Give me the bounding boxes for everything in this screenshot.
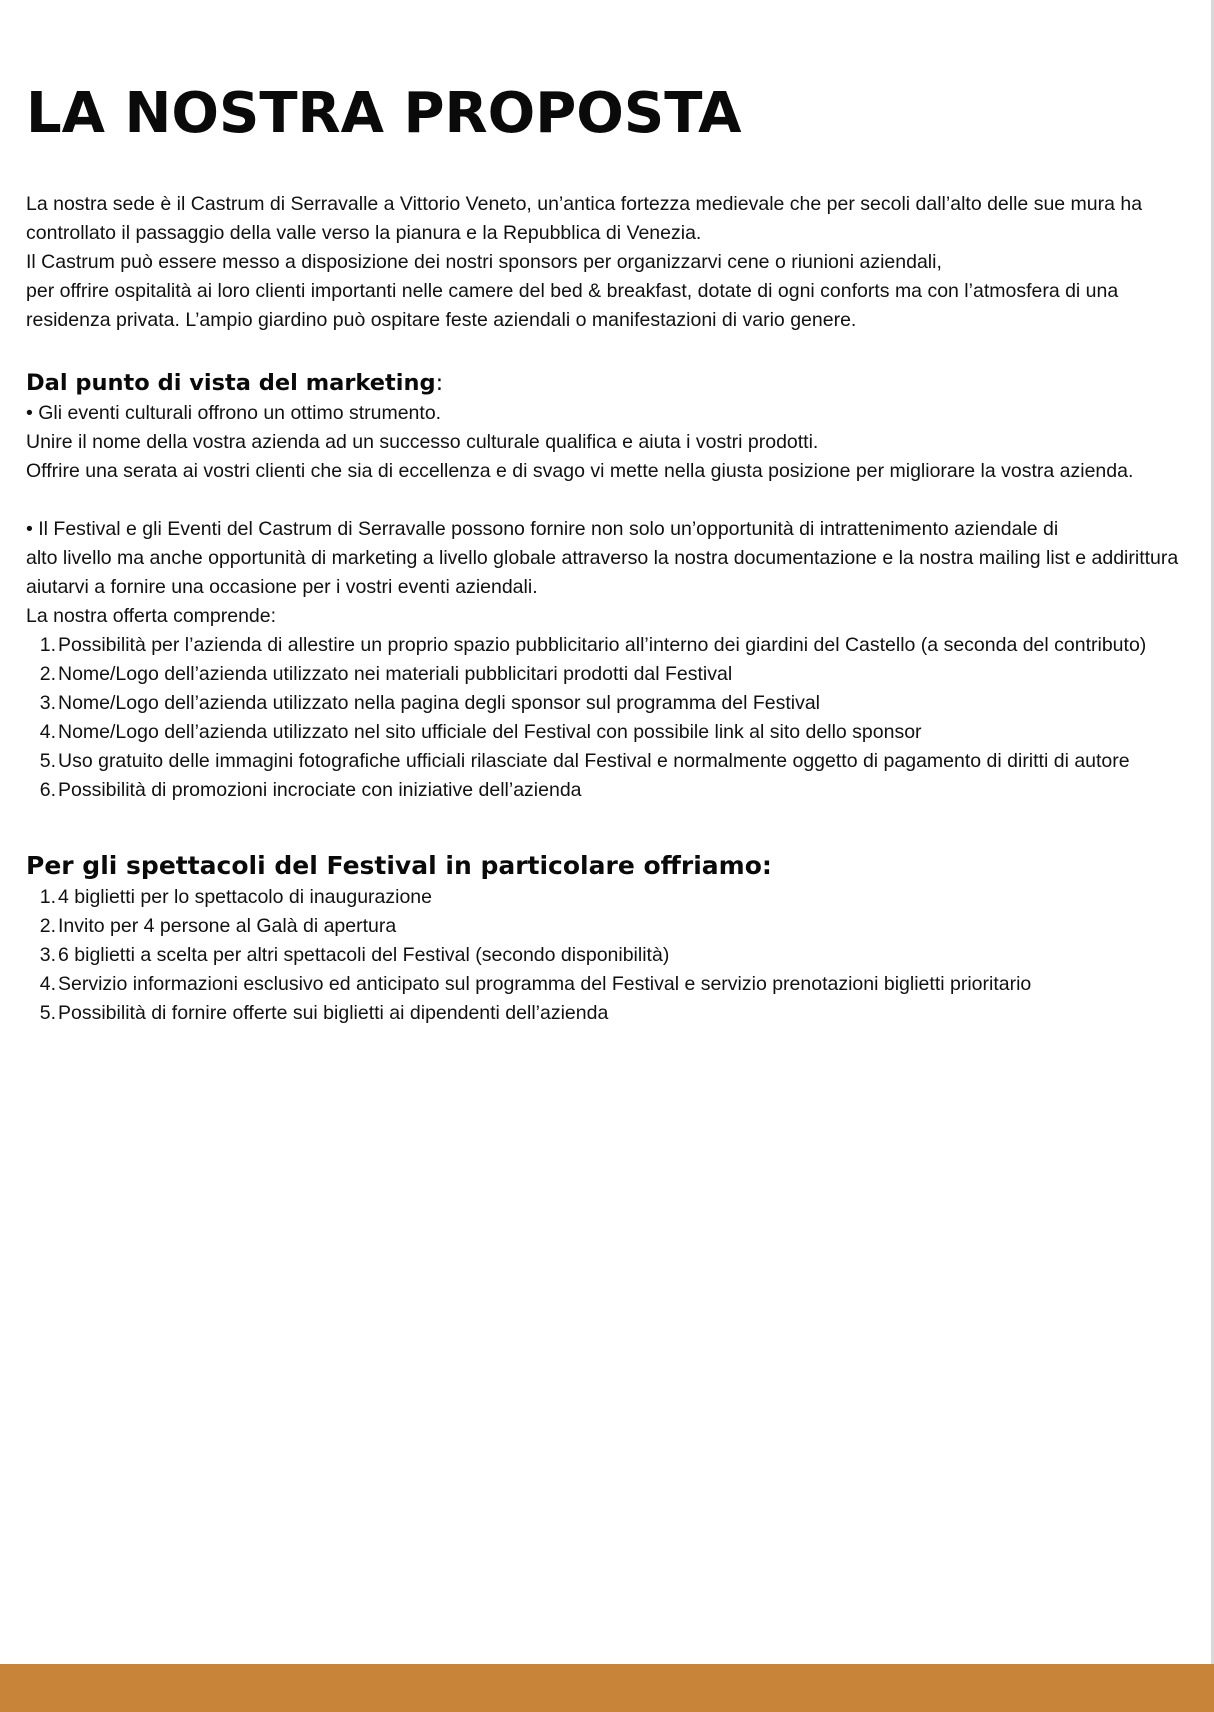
festival-offer-list xyxy=(26,883,1208,1028)
list-item xyxy=(26,941,1208,970)
list-item-text: Possibilità per l’azienda di allestire un proprio spazio pubblicitario all’interno dei giardini del Castello (a seconda del contributo) xyxy=(58,634,1147,656)
list-item xyxy=(26,689,1208,718)
intro-paragraph: Il Castrum può essere messo a disposizione dei nostri sponsors per organizzarvi cene o riunioni aziendali, xyxy=(26,251,942,273)
marketing-section xyxy=(26,399,1208,631)
intro-paragraph: La nostra sede è il Castrum di Serravalle a Vittorio Veneto, un’antica fortezza medievale che per secoli dall’alto delle sue mura ha controllato il passaggio della valle verso la pianura e la Repubblica di Venezia. xyxy=(26,193,1143,244)
blank-line xyxy=(26,486,1208,515)
marketing-heading-colon: : xyxy=(435,370,444,396)
list-number: 2. xyxy=(39,915,56,937)
list-item xyxy=(26,660,1208,689)
list-item-text: Nome/Logo dell’azienda utilizzato nel sito ufficiale del Festival con possibile link al sito dello sponsor xyxy=(58,721,922,743)
marketing-heading-text: Dal punto di vista del marketing xyxy=(26,370,436,396)
list-number: 6. xyxy=(39,779,56,801)
list-number: 1. xyxy=(39,634,56,656)
list-number: 1. xyxy=(39,886,56,908)
marketing-paragraph: • Il Festival e gli Eventi del Castrum di Serravalle possono fornire non solo un’opportunità di intrattenimento aziendale di xyxy=(26,518,1059,540)
list-item xyxy=(26,970,1208,999)
marketing-paragraph: Offrire una serata ai vostri clienti che sia di eccellenza e di svago vi mette nella giusta posizione per migliorare la vostra azienda. xyxy=(26,460,1134,482)
list-item-text: Nome/Logo dell’azienda utilizzato nei materiali pubblicitari prodotti dal Festival xyxy=(58,663,733,685)
list-item xyxy=(26,776,1208,805)
list-number: 5. xyxy=(39,750,56,772)
offer-list xyxy=(26,631,1208,805)
list-item-text: Invito per 4 persone al Galà di apertura xyxy=(58,915,397,937)
list-item-text: Possibilità di promozioni incrociate con iniziative dell’azienda xyxy=(58,779,582,801)
intro-paragraph: per offrire ospitalità ai loro clienti importanti nelle camere del bed & breakfast, dotate di ogni conforts ma con l’atmosfera di una residenza privata. L’ampio giardino può ospitare feste aziendali o manifestazioni di vario genere. xyxy=(26,280,1119,331)
marketing-paragraph: alto livello ma anche opportunità di marketing a livello globale attraverso la nostra documentazione e la nostra mailing list e addirittura aiutarvi a fornire una occasione per i vostri eventi aziendali. xyxy=(26,547,1179,598)
marketing-paragraph: Unire il nome della vostra azienda ad un successo culturale qualifica e aiuta i vostri prodotti. xyxy=(26,431,819,453)
main-content xyxy=(26,78,1208,1028)
list-number: 4. xyxy=(39,721,56,743)
list-item-text: Servizio informazioni esclusivo ed anticipato sul programma del Festival e servizio prenotazioni biglietti prioritario xyxy=(58,973,1032,995)
list-number: 5. xyxy=(39,1002,56,1024)
page-title: LA NOSTRA PROPOSTA xyxy=(26,81,742,146)
intro-section xyxy=(26,190,1208,335)
list-number: 3. xyxy=(39,944,56,966)
list-item-text: Nome/Logo dell’azienda utilizzato nella pagina degli sponsor sul programma del Festival xyxy=(58,692,821,714)
list-item-text: Possibilità di fornire offerte sui biglietti ai dipendenti dell’azienda xyxy=(58,1002,609,1024)
festival-heading: Per gli spettacoli del Festival in particolare offriamo: xyxy=(26,851,772,880)
list-item xyxy=(26,999,1208,1028)
list-number: 2. xyxy=(39,663,56,685)
list-item xyxy=(26,718,1208,747)
list-item xyxy=(26,631,1208,660)
list-number: 3. xyxy=(39,692,56,714)
offer-intro: La nostra offerta comprende: xyxy=(26,605,277,627)
marketing-heading xyxy=(26,367,1208,399)
footer-band xyxy=(0,1664,1214,1712)
list-item-text: 4 biglietti per lo spettacolo di inaugurazione xyxy=(58,886,432,908)
list-item xyxy=(26,912,1208,941)
list-item xyxy=(26,883,1208,912)
list-number: 4. xyxy=(39,973,56,995)
list-item xyxy=(26,747,1208,776)
list-item-text: Uso gratuito delle immagini fotografiche ufficiali rilasciate dal Festival e normalmente oggetto di pagamento di diritti di autore xyxy=(58,750,1130,772)
marketing-paragraph: • Gli eventi culturali offrono un ottimo strumento. xyxy=(26,402,442,424)
list-item-text: 6 biglietti a scelta per altri spettacoli del Festival (secondo disponibilità) xyxy=(58,944,670,966)
